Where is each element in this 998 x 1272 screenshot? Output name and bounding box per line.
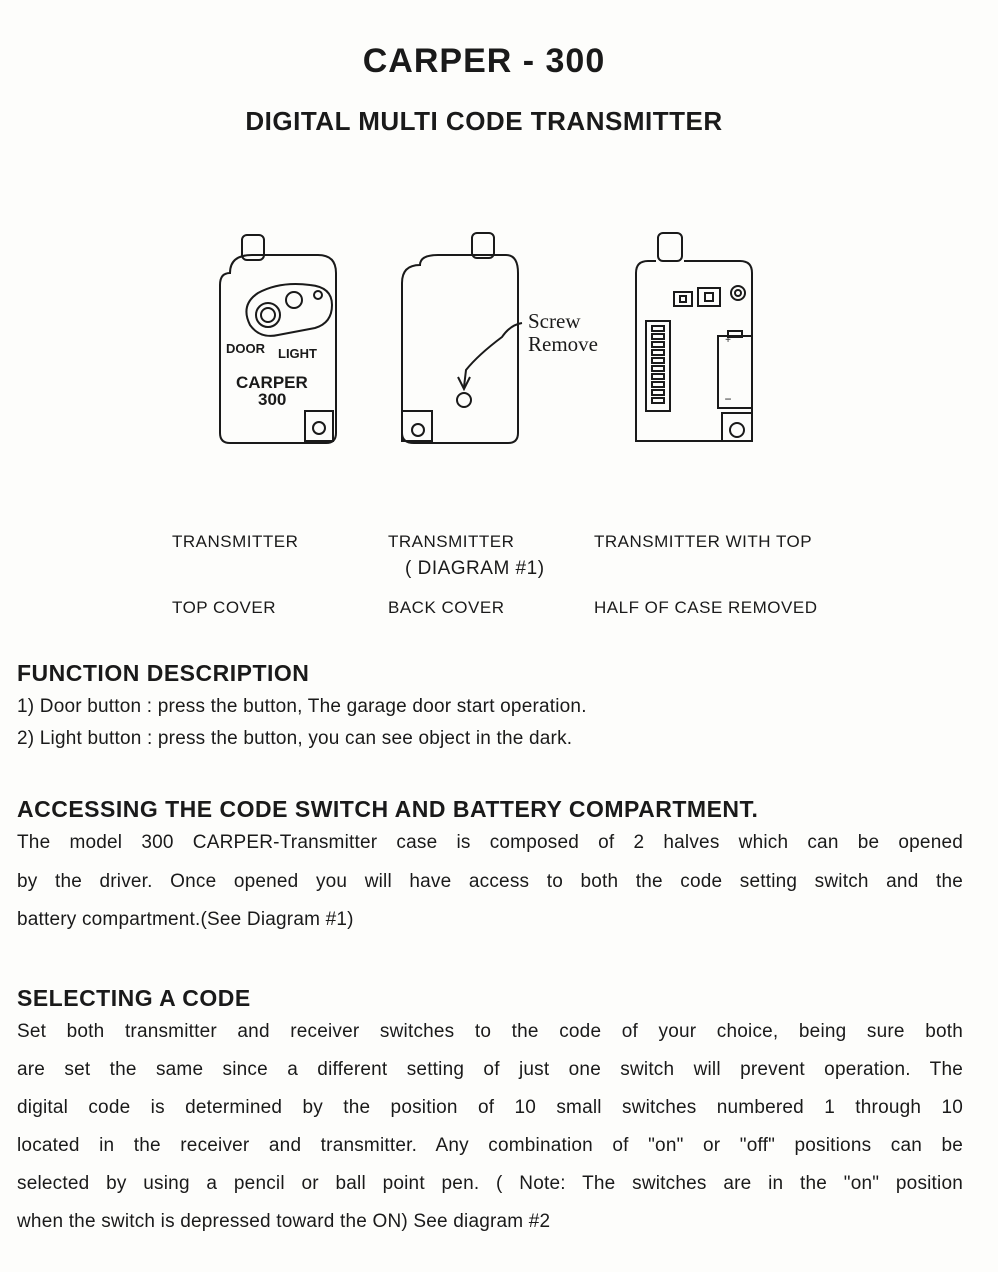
heading-accessing: ACCESSING THE CODE SWITCH AND BATTERY COMPARTMENT.	[17, 796, 759, 822]
caption-line: TOP COVER	[172, 598, 277, 617]
remote-top-cover-illustration	[220, 235, 336, 443]
remove-label: Remove	[528, 332, 598, 356]
light-button-shape	[286, 292, 302, 308]
heading-function-description: FUNCTION DESCRIPTION	[17, 660, 310, 686]
battery-shape	[718, 336, 752, 408]
function-item-light: 2) Light button : press the button, you can see object in the dark.	[17, 728, 573, 749]
paragraph-line: located in the receiver and transmitter. Any combination of "on" or "off" positions can be	[17, 1135, 963, 1156]
paragraph-line: when the switch is depressed toward the ON) See diagram #2	[17, 1211, 551, 1232]
remote-brand-label: CARPER	[236, 373, 308, 392]
light-label: LIGHT	[278, 346, 317, 361]
heading-selecting-code: SELECTING A CODE	[17, 985, 251, 1011]
diagram-label: ( DIAGRAM #1)	[405, 558, 545, 579]
caption-line: TRANSMITTER	[388, 532, 515, 551]
component-shape	[674, 292, 692, 306]
door-label: DOOR	[226, 341, 265, 356]
caption-line: TRANSMITTER	[172, 532, 299, 551]
caption-top-cover	[172, 487, 298, 641]
key-ring-tab	[305, 411, 333, 441]
screw-arrow-line	[464, 323, 522, 387]
door-button-shape	[256, 303, 280, 327]
caption-line: TRANSMITTER WITH TOP	[594, 532, 813, 551]
component-shape	[698, 288, 720, 306]
battery-minus-icon: −	[724, 392, 732, 406]
component-shape	[731, 286, 745, 300]
caption-case-removed	[594, 487, 817, 641]
caption-line: BACK COVER	[388, 598, 505, 617]
antenna-shape	[658, 233, 682, 261]
document-title: CARPER - 300	[362, 42, 606, 80]
paragraph-line: are set the same since a different setting of just one switch will prevent operation. The	[17, 1059, 963, 1080]
remote-back-cover-illustration	[402, 233, 522, 443]
function-item-door: 1) Door button : press the button, The garage door start operation.	[17, 696, 587, 717]
paragraph-line: selected by using a pencil or ball point pen. ( Note: The switches are in the "on" position	[17, 1173, 963, 1194]
paragraph-line: The model 300 CARPER-Transmitter case is composed of 2 halves which can be opened	[17, 832, 963, 853]
paragraph-line: battery compartment.(See Diagram #1)	[17, 909, 354, 930]
paragraph-line: digital code is determined by the position of 10 small switches numbered 1 through 10	[17, 1097, 963, 1118]
transmitter-diagram	[210, 225, 770, 455]
case-outline	[402, 255, 518, 443]
screw-hole-shape	[457, 393, 471, 407]
paragraph-line: Set both transmitter and receiver switches to the code of your choice, being sure both	[17, 1021, 963, 1042]
battery-plus-icon: +	[725, 335, 731, 346]
caption-line: HALF OF CASE REMOVED	[594, 598, 818, 617]
remote-model-label: 300	[258, 390, 287, 409]
paragraph-line: by the driver. Once opened you will have access to both the code setting switch and the	[17, 871, 963, 892]
screw-label: Screw	[528, 309, 581, 333]
remote-open-case-illustration	[636, 233, 752, 441]
document-subtitle: DIGITAL MULTI CODE TRANSMITTER	[245, 106, 723, 136]
led-shape	[314, 291, 322, 299]
